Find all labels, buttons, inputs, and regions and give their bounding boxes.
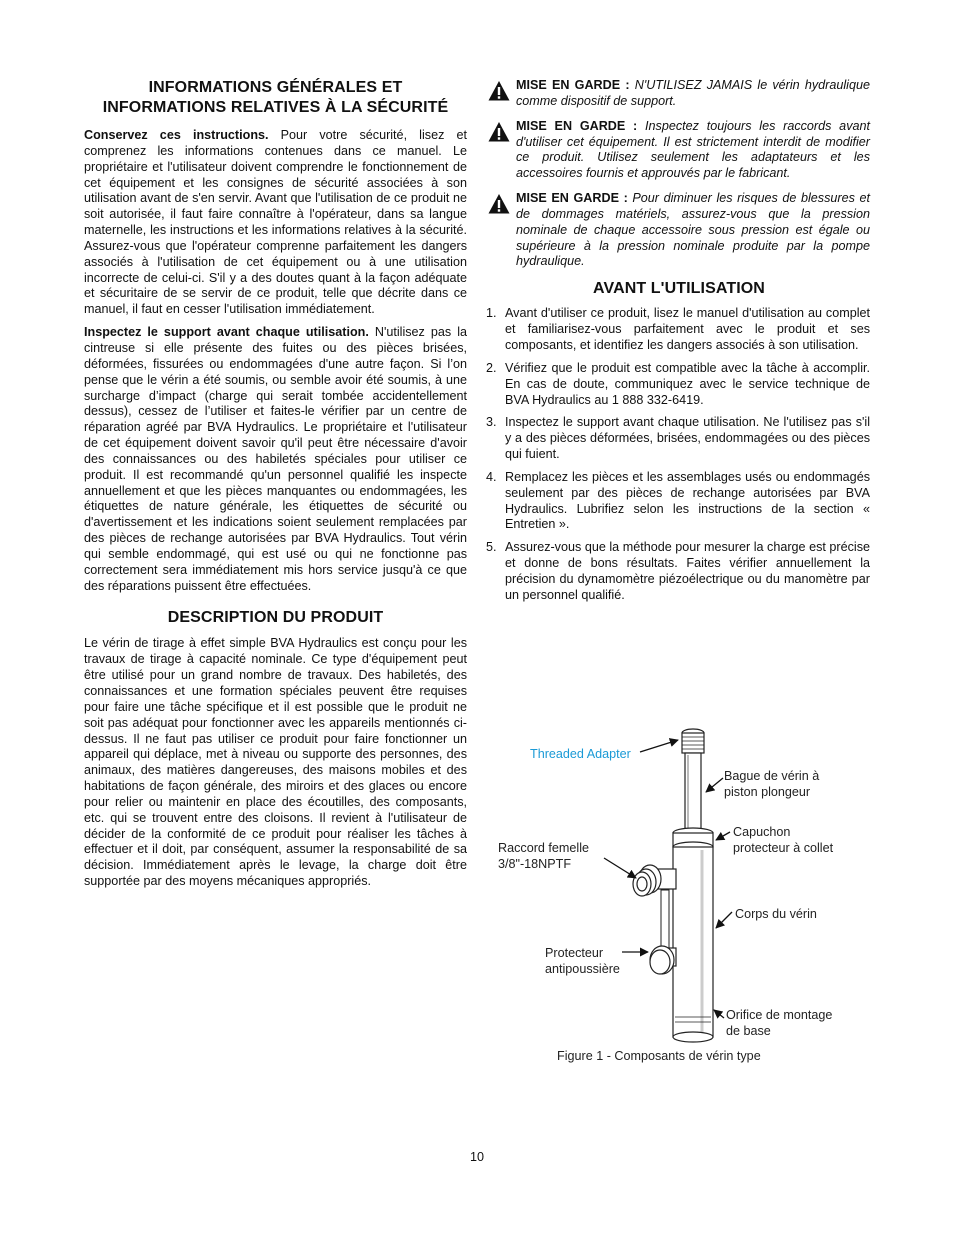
warning-text xyxy=(516,78,870,110)
paragraph-lead: Inspectez le support avant chaque utilisation. xyxy=(84,325,369,340)
warning-lead: MISE EN GARDE : xyxy=(516,191,628,206)
label-line: Capuchon xyxy=(733,825,791,839)
female-coupler-part xyxy=(633,865,676,896)
paragraph-keep-instructions xyxy=(84,128,467,318)
warning-body: Pour diminuer les risques de blessures et de dommages matériels, assurez-vous que la pression nominale de chaque accessoire sous pression est égale ou supérieure à la pression nominale produite par la pompe hydraulique. xyxy=(516,191,870,269)
label-line: Bague de vérin à xyxy=(724,769,820,783)
left-column xyxy=(84,78,467,890)
warning-triangle-icon xyxy=(488,121,510,143)
paragraph-body: Pour votre sécurité, lisez et comprenez les informations contenues dans ce manuel. Le propriétaire et l'utilisateur doivent comprendre le fonctionnement de cet équipement et les consignes de sécurité associées à son utilisation avant de s'en servir. Avant que l'utilisation de ce produit ne soit autorisée, il faut faire connaître à l'opérateur, dans sa langue maternelle, les instructions et les informations relatives à la sécurité. Assurez-vous que l'opérateur comprenne parfaitement les dangers associés à l'utilisation de cet équipement ou à une utilisation incorrecte de celui-ci. S'il y a des doutes quant à la façon adéquate et sécuritaire de se servir de ce produit, telle que décrite dans ce manuel, il faut en cesser l'utilisation immédiatement. xyxy=(84,128,467,317)
label-line: Orifice de montage xyxy=(726,1008,833,1022)
label-threaded-adapter: Threaded Adapter xyxy=(530,747,631,761)
figure-caption: Figure 1 - Composants de vérin type xyxy=(557,1049,761,1063)
list-number: 5. xyxy=(486,540,497,555)
list-number: 2. xyxy=(486,360,497,375)
warning-block xyxy=(488,119,870,182)
threaded-adapter-part xyxy=(682,729,704,753)
list-text: Avant d'utiliser ce produit, lisez le manuel d'utilisation au complet et familiarisez-vous parfaitement avec le produit et ses composants, et identifiez les dangers associés à son utilisation. xyxy=(505,306,870,352)
warning-text xyxy=(516,191,870,270)
paragraph-inspect-support xyxy=(84,325,467,594)
heading-line-2: INFORMATIONS RELATIVES À LA SÉCURITÉ xyxy=(102,99,449,116)
section-heading-product-description: DESCRIPTION DU PRODUIT xyxy=(167,609,384,627)
label-female-coupler xyxy=(498,841,589,872)
section-heading-before-use: AVANT L'UTILISATION xyxy=(593,280,765,298)
label-base-mount xyxy=(726,1008,832,1039)
label-line: piston plongeur xyxy=(724,784,811,799)
list-text: Remplacez les pièces et les assemblages usés ou endommagés seulement par des pièces de rechange autorisées par BVA Hydraulics. Lubrifiez selon les instructions de la section « Entretien ». xyxy=(505,469,870,532)
list-text: Assurez-vous que la méthode pour mesurer la charge est précise et donne de bons résultats. Faites vérifier annuellement la précision du dynamomètre piézoélectrique ou du manomètre par un personnel qualifié. xyxy=(505,540,870,602)
label-line: Raccord femelle xyxy=(498,841,589,855)
list-item xyxy=(488,540,870,603)
warning-triangle-icon xyxy=(488,193,510,215)
before-use-list xyxy=(488,306,870,603)
side-rod-part xyxy=(661,890,669,950)
paragraph-body: N'utilisez pas la cintreuse si elle présente des fuites ou des pièces brisées, déformées, fissurées ou endommagées d'une autre façon. Si l’on pense que le vérin a été soumis, ou semble avoir été soumis, à une surcharge d’impact (charge qui serait tombée accidentellement dessus), cessez de l’utiliser et faites-le vérifier par un centre de réparation agréé par BVA Hydraulics. Le propriétaire et l'utilisateur de cet équipement doivent savoir qu'il peut être nécessaire d'avoir des connaissances ou des habiletés spéciales pour utiliser ce produit. Il est recommandé qu'un personnel qualifié les inspecte annuellement et que les pièces manquantes ou endommagées, les étiquettes de nature générale, les étiquettes de sécurité ou d'avertissement et les indications soient seulement remplacées par des pièces de rechange autorisées par BVA Hydraulics. Tout vérin qui semble endommagé, qui est usé ou qui ne fonctionne pas correctement sera immédiatement mis hors service jusqu'à ce que des réparations puissent être effectuées. xyxy=(84,325,467,593)
warning-block xyxy=(488,78,870,110)
list-item xyxy=(488,361,870,409)
right-column xyxy=(488,78,870,611)
warning-triangle-icon xyxy=(488,80,510,102)
warning-body: Inspectez toujours les raccords avant d'utiliser cet équipement. Il est strictement interdit de modifier ce produit. Utilisez seulement les adaptateurs et les accessoires fournis et approuvés par le fabricant. xyxy=(516,118,870,181)
plunger-rod-part xyxy=(685,753,701,831)
label-cylinder-body: Corps du vérin xyxy=(735,907,817,921)
label-line: de base xyxy=(726,1023,771,1038)
label-dust-cap xyxy=(545,946,620,977)
warning-block xyxy=(488,191,870,270)
cylinder-figure xyxy=(480,720,880,1070)
warning-lead: MISE EN GARDE : xyxy=(516,118,638,133)
label-line: protecteur à collet xyxy=(733,840,834,855)
list-item xyxy=(488,415,870,463)
dust-cap-part xyxy=(650,946,676,974)
list-number: 4. xyxy=(486,469,497,484)
warning-lead: MISE EN GARDE : xyxy=(516,78,630,92)
list-number: 3. xyxy=(486,415,497,430)
heading-line-1: INFORMATIONS GÉNÉRALES ET xyxy=(148,79,403,96)
warning-text xyxy=(516,119,870,182)
section-heading-general-info xyxy=(84,78,467,118)
label-line: antipoussière xyxy=(545,961,620,976)
list-text: Inspectez le support avant chaque utilisation. Ne l'utilisez pas s'il y a des pièces déformées, brisées, endommagées ou des pièces qui fuient. xyxy=(505,415,870,462)
paragraph-lead: Conservez ces instructions. xyxy=(84,128,269,142)
page-number: 10 xyxy=(469,1150,484,1164)
label-plunger-ring xyxy=(724,769,819,800)
paragraph-product-description: Le vérin de tirage à effet simple BVA Hydraulics est conçu pour les travaux de tirage à capacité nominale. Ce type d'équipement peut être utilisé pour un grand nombre de travaux. Des habiletés, des connaissances et une formation spéciales peuvent être requises pour faire une tâche spécifique et il est possible que le produit ne soit pas adéquat pour fonctionner avec les appareils mentionnés ci-dessus. Il ne faut pas utiliser ce produit pour faire fonctionner un appareil qui déplace, met à niveau ou supporte des personnes, des animaux, des matières dangereuses, des maisons mobiles et des habitations de façon générale, des miroirs et des glaces ou encore pour relier ou maintenir en place des écoutilles, des composants, etc. qui se trouvent entre des cloisons. Il revient à l'utilisateur de décider de la conformité de ce produit pour réaliser les tâches à effectuer et il doit, par conséquent, assumer la responsabilité de sa décision. Immédiatement après le levage, la charge doit être supportée par des moyens mécaniques appropriés. xyxy=(84,636,467,889)
list-number: 1. xyxy=(486,306,497,321)
list-text: Vérifiez que le produit est compatible avec la tâche à accomplir. En cas de doute, communiquez avec le service technique de BVA Hydraulics au 1 888 332-6419. xyxy=(505,360,870,407)
label-line: Protecteur xyxy=(545,946,604,960)
warning-body: N'UTILISEZ JAMAIS le vérin hydraulique comme dispositif de support. xyxy=(516,78,870,108)
label-collar-cap xyxy=(733,825,833,856)
label-line: 3/8"-18NPTF xyxy=(498,856,572,871)
list-item xyxy=(488,470,870,533)
cylinder-body-part xyxy=(673,847,713,1042)
list-item xyxy=(488,306,870,354)
